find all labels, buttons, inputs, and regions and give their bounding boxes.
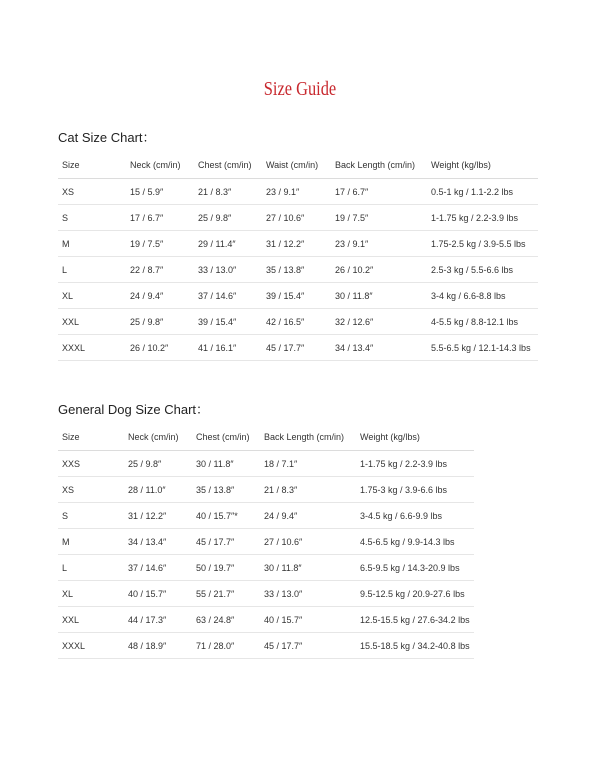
size-cell: XXXL xyxy=(58,335,126,361)
measurement-cell: 63 / 24.8″ xyxy=(192,607,260,633)
measurement-cell: 41 / 16.1″ xyxy=(194,335,262,361)
measurement-cell: 3-4 kg / 6.6-8.8 lbs xyxy=(427,283,538,309)
size-cell: XXXL xyxy=(58,633,124,659)
dog-size-chart-heading: General Dog Size Chart： xyxy=(58,402,210,417)
table-row xyxy=(58,477,474,503)
measurement-cell: 5.5-6.5 kg / 12.1-14.3 lbs xyxy=(427,335,538,361)
measurement-cell: 29 / 11.4″ xyxy=(194,231,262,257)
column-header: Waist (cm/in) xyxy=(262,152,331,179)
measurement-cell: 21 / 8.3″ xyxy=(194,179,262,205)
cat-size-chart-heading: Cat Size Chart： xyxy=(58,130,156,145)
measurement-cell: 1-1.75 kg / 2.2-3.9 lbs xyxy=(427,205,538,231)
measurement-cell: 4.5-6.5 kg / 9.9-14.3 lbs xyxy=(356,529,474,555)
measurement-cell: 39 / 15.4″ xyxy=(262,283,331,309)
column-header: Neck (cm/in) xyxy=(124,424,192,451)
measurement-cell: 34 / 13.4″ xyxy=(124,529,192,555)
table-row xyxy=(58,633,474,659)
table-row xyxy=(58,451,474,477)
measurement-cell: 21 / 8.3″ xyxy=(260,477,356,503)
measurement-cell: 4-5.5 kg / 8.8-12.1 lbs xyxy=(427,309,538,335)
measurement-cell: 27 / 10.6″ xyxy=(262,205,331,231)
measurement-cell: 25 / 9.8″ xyxy=(126,309,194,335)
column-header: Weight (kg/lbs) xyxy=(356,424,474,451)
measurement-cell: 45 / 17.7″ xyxy=(260,633,356,659)
size-cell: XXL xyxy=(58,309,126,335)
measurement-cell: 9.5-12.5 kg / 20.9-27.6 lbs xyxy=(356,581,474,607)
table-row xyxy=(58,581,474,607)
size-cell: XL xyxy=(58,283,126,309)
measurement-cell: 26 / 10.2″ xyxy=(331,257,427,283)
measurement-cell: 15.5-18.5 kg / 34.2-40.8 lbs xyxy=(356,633,474,659)
measurement-cell: 48 / 18.9″ xyxy=(124,633,192,659)
table-row xyxy=(58,529,474,555)
measurement-cell: 39 / 15.4″ xyxy=(194,309,262,335)
measurement-cell: 42 / 16.5″ xyxy=(262,309,331,335)
dog-size-table xyxy=(58,424,474,659)
measurement-cell: 1-1.75 kg / 2.2-3.9 lbs xyxy=(356,451,474,477)
measurement-cell: 32 / 12.6″ xyxy=(331,309,427,335)
measurement-cell: 30 / 11.8″ xyxy=(192,451,260,477)
column-header: Back Length (cm/in) xyxy=(260,424,356,451)
size-cell: XS xyxy=(58,477,124,503)
table-row xyxy=(58,179,538,205)
measurement-cell: 33 / 13.0″ xyxy=(260,581,356,607)
table-row xyxy=(58,607,474,633)
measurement-cell: 35 / 13.8″ xyxy=(192,477,260,503)
table-row xyxy=(58,335,538,361)
size-cell: L xyxy=(58,257,126,283)
table-row xyxy=(58,205,538,231)
size-cell: XL xyxy=(58,581,124,607)
measurement-cell: 37 / 14.6″ xyxy=(124,555,192,581)
measurement-cell: 24 / 9.4″ xyxy=(260,503,356,529)
table-header-row xyxy=(58,152,538,179)
measurement-cell: 40 / 15.7″ xyxy=(124,581,192,607)
table-row xyxy=(58,555,474,581)
measurement-cell: 12.5-15.5 kg / 27.6-34.2 lbs xyxy=(356,607,474,633)
measurement-cell: 1.75-3 kg / 3.9-6.6 lbs xyxy=(356,477,474,503)
cat-size-table xyxy=(58,152,538,361)
measurement-cell: 30 / 11.8″ xyxy=(260,555,356,581)
size-cell: S xyxy=(58,503,124,529)
table-row xyxy=(58,503,474,529)
measurement-cell: 44 / 17.3″ xyxy=(124,607,192,633)
measurement-cell: 45 / 17.7″ xyxy=(262,335,331,361)
measurement-cell: 31 / 12.2″ xyxy=(124,503,192,529)
measurement-cell: 15 / 5.9″ xyxy=(126,179,194,205)
measurement-cell: 17 / 6.7″ xyxy=(331,179,427,205)
measurement-cell: 26 / 10.2″ xyxy=(126,335,194,361)
measurement-cell: 37 / 14.6″ xyxy=(194,283,262,309)
measurement-cell: 0.5-1 kg / 1.1-2.2 lbs xyxy=(427,179,538,205)
page-title: Size Guide xyxy=(263,78,337,100)
measurement-cell: 50 / 19.7″ xyxy=(192,555,260,581)
measurement-cell: 55 / 21.7″ xyxy=(192,581,260,607)
measurement-cell: 23 / 9.1″ xyxy=(331,231,427,257)
measurement-cell: 2.5-3 kg / 5.5-6.6 lbs xyxy=(427,257,538,283)
measurement-cell: 27 / 10.6″ xyxy=(260,529,356,555)
measurement-cell: 19 / 7.5″ xyxy=(331,205,427,231)
table-row xyxy=(58,231,538,257)
table-row xyxy=(58,309,538,335)
column-header: Chest (cm/in) xyxy=(192,424,260,451)
measurement-cell: 45 / 17.7″ xyxy=(192,529,260,555)
column-header: Back Length (cm/in) xyxy=(331,152,427,179)
measurement-cell: 17 / 6.7″ xyxy=(126,205,194,231)
size-cell: XS xyxy=(58,179,126,205)
column-header: Chest (cm/in) xyxy=(194,152,262,179)
measurement-cell: 25 / 9.8″ xyxy=(194,205,262,231)
measurement-cell: 1.75-2.5 kg / 3.9-5.5 lbs xyxy=(427,231,538,257)
measurement-cell: 23 / 9.1″ xyxy=(262,179,331,205)
table-header-row xyxy=(58,424,474,451)
measurement-cell: 30 / 11.8″ xyxy=(331,283,427,309)
measurement-cell: 28 / 11.0″ xyxy=(124,477,192,503)
measurement-cell: 25 / 9.8″ xyxy=(124,451,192,477)
measurement-cell: 6.5-9.5 kg / 14.3-20.9 lbs xyxy=(356,555,474,581)
size-cell: L xyxy=(58,555,124,581)
size-cell: S xyxy=(58,205,126,231)
table-row xyxy=(58,257,538,283)
size-cell: XXS xyxy=(58,451,124,477)
column-header: Size xyxy=(58,424,124,451)
measurement-cell: 19 / 7.5″ xyxy=(126,231,194,257)
measurement-cell: 40 / 15.7″ xyxy=(260,607,356,633)
measurement-cell: 40 / 15.7″* xyxy=(192,503,260,529)
measurement-cell: 35 / 13.8″ xyxy=(262,257,331,283)
measurement-cell: 18 / 7.1″ xyxy=(260,451,356,477)
measurement-cell: 24 / 9.4″ xyxy=(126,283,194,309)
size-cell: M xyxy=(58,231,126,257)
measurement-cell: 22 / 8.7″ xyxy=(126,257,194,283)
table-row xyxy=(58,283,538,309)
column-header: Weight (kg/lbs) xyxy=(427,152,538,179)
measurement-cell: 34 / 13.4″ xyxy=(331,335,427,361)
column-header: Size xyxy=(58,152,126,179)
measurement-cell: 3-4.5 kg / 6.6-9.9 lbs xyxy=(356,503,474,529)
measurement-cell: 31 / 12.2″ xyxy=(262,231,331,257)
measurement-cell: 33 / 13.0″ xyxy=(194,257,262,283)
measurement-cell: 71 / 28.0″ xyxy=(192,633,260,659)
size-cell: M xyxy=(58,529,124,555)
column-header: Neck (cm/in) xyxy=(126,152,194,179)
size-cell: XXL xyxy=(58,607,124,633)
